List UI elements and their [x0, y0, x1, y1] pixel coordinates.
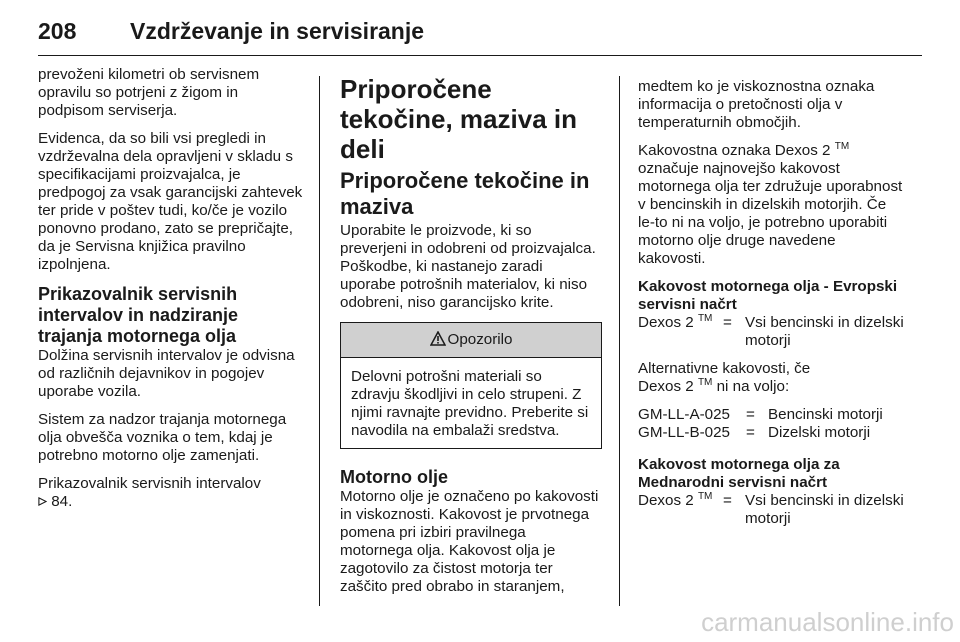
spec-equals: =: [746, 406, 755, 423]
page-title: Vzdrževanje in servisiranje: [130, 18, 425, 44]
page-header: [38, 14, 922, 54]
cross-reference-page[interactable]: 84.: [51, 493, 73, 510]
page-reference-arrow-icon: [38, 497, 47, 506]
warning-header: [341, 323, 601, 358]
paragraph-alternatives: Alternativne kakovosti, če Dexos 2 ™ ni na voljo:: [638, 360, 811, 395]
spec-value: Bencinski motorji: [768, 406, 883, 423]
spec-key: GM-LL-B-025: [638, 424, 731, 441]
page-number: 208: [38, 18, 77, 44]
spec-row-european: [638, 314, 906, 350]
spec-equals: =: [746, 424, 755, 441]
paragraph-cross-reference: [38, 475, 304, 511]
spec-equals: =: [723, 314, 732, 331]
column-3: [638, 78, 906, 528]
header-rule: [38, 55, 922, 56]
paragraph-mileage: prevoženi kilometri ob servisnem opravilu so potrjeni z žigom in podpisom serviserja.: [38, 66, 260, 119]
trademark-mark: TM: [834, 140, 850, 152]
spec-value: Dizelski motorji: [768, 424, 871, 441]
column-2: [340, 74, 602, 606]
spec-row-gm-ll-b: [638, 424, 906, 442]
heading-service-intervals: Prikazovalnik servisnih intervalov in nadziranje trajanja motornega olja: [38, 284, 239, 346]
spec-equals: =: [723, 492, 732, 509]
paragraph-evidence: Evidenca, da so bili vsi pregledi in vzdrževalna dela opravljeni v skladu s specifikacijami proizvajalca, je predpogoj za vsak garancijski zahtevek ter pride v poštev tudi, ko/če je vozilo ponovno prodano, zato se prepričajte, da je Servisna knjižica pravilno izpolnjena.: [38, 130, 303, 273]
column-separator-2: [619, 76, 620, 606]
paragraph-oil-monitor: Sistem za nadzor trajanja motornega olja obvešča voznika o tem, kdaj je potrebno motorno olje zamenjati.: [38, 411, 287, 464]
dexos-label: Kakovostna oznaka Dexos 2: [638, 142, 835, 159]
spec-row-international: [638, 492, 906, 528]
spec-key: GM-LL-A-025: [638, 406, 731, 423]
warning-box: [340, 322, 602, 449]
section-title: Priporočene tekočine, maziva in deli: [340, 74, 577, 164]
spec-key: Dexos 2 ™: [638, 490, 713, 509]
heading-european-plan: Kakovost motornega olja - Evropski servisni načrt: [638, 278, 898, 313]
heading-engine-oil: Motorno olje: [340, 467, 448, 487]
column-separator-1: [319, 76, 320, 606]
paragraph-dexos: [638, 142, 906, 268]
watermark: carmanualsonline.info: [701, 607, 954, 637]
spec-value: Vsi bencinski in dizelski motorji: [745, 492, 904, 527]
paragraph-approved-products: Uporabite le proizvode, ki so preverjeni in odobreni od proizvajalca. Poškodbe, ki nastanejo zaradi uporabe potrošnih materialov, ki niso odobreni, niso garancijsko krite.: [340, 222, 596, 311]
dexos-description: označuje najnovejšo kakovost motornega olja ter združuje uporabnost v bencinskih in dizelskih motorjih. Če le-to ni na voljo, je potrebno uporabiti motorno olje druge navedene kakovosti.: [638, 160, 903, 267]
subsection-title: Priporočene tekočine in maziva: [340, 168, 590, 219]
spec-key: Dexos 2 ™: [638, 312, 713, 331]
spec-row-gm-ll-a: [638, 406, 906, 424]
paragraph-viscosity: medtem ko je viskoznostna oznaka informacija o pretočnosti olja v temperaturnih območjih.: [638, 78, 875, 131]
paragraph-interval-length: Dolžina servisnih intervalov je odvisna od različnih dejavnikov in pogojev uporabe vozila.: [38, 347, 295, 400]
warning-triangle-icon: [430, 331, 446, 346]
heading-international-plan: Kakovost motornega olja za Mednarodni servisni načrt: [638, 456, 840, 491]
spec-value: Vsi bencinski in dizelski motorji: [745, 314, 904, 349]
paragraph-engine-oil: Motorno olje je označeno po kakovosti in viskoznosti. Kakovost je prvotnega pomena pri izbiri pravilnega motornega olja. Kakovost olja je zagotovilo za čistost motorja ter zaščito pred obrabo in staranjem,: [340, 488, 599, 595]
warning-text: Delovni potrošni materiali so zdravju škodljivi in celo strupeni. Z njimi ravnajte previdno. Preberite si navodila na embalaži sredstva.: [351, 368, 589, 439]
column-1: [38, 66, 304, 521]
warning-title: Opozorilo: [447, 331, 513, 348]
cross-reference-text: Prikazovalnik servisnih intervalov: [38, 475, 261, 492]
